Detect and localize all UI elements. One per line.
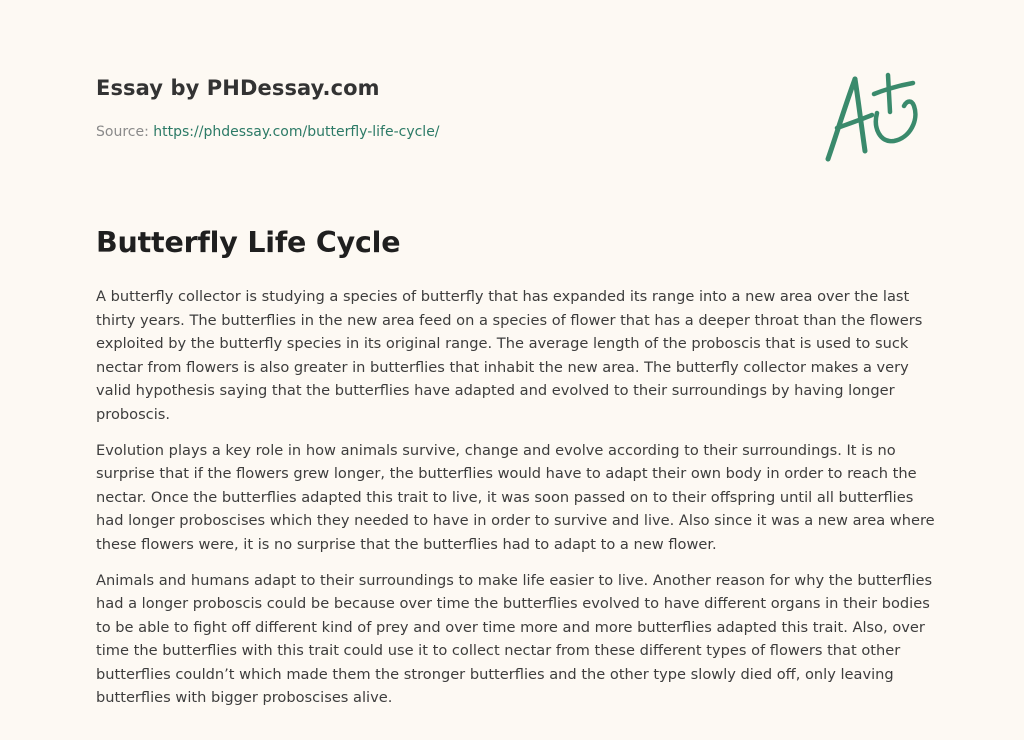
essay-paragraph-3: Animals and humans adapt to their surroundings to make life easier to live. Another reason for why the butterflies had a longer proboscis could be because over time the butterflies evolved to have different organs in their bodies to be able to fight off different kind of prey and over time more and more butterflies adapted this trait. Also, over time the butterflies with this trait could use it to collect nectar from these different types of flowers that other butterflies couldn’t which made them the stronger butterflies and the other type slowly died off, only leaving butterflies with bigger proboscises alive.: [96, 571, 933, 706]
essay-title: Butterfly Life Cycle: [96, 226, 401, 259]
source-line: [96, 124, 440, 140]
site-title: Essay by PHDessay.com: [96, 76, 380, 100]
essay-paragraph-1: A butterfly collector is studying a species of butterfly that has expanded its range into a new area over the last thirty years. The butterflies in the new area feed on a species of flower that has a deeper throat than the flowers exploited by the butterfly species in its original range. The average length of the proboscis that is used to suck nectar from flowers is also greater in butterflies that inhabit the new area. The butterfly collector makes a very valid hypothesis saying that the butterflies have adapted and evolved to their surroundings by having longer proboscis.: [96, 288, 923, 423]
essay-paragraph-2: Evolution plays a key role in how animals survive, change and evolve according to their surroundings. It is no surprise that if the flowers grew longer, the butterflies would have to adapt their own body in order to reach the nectar. Once the butterflies adapted this trait to live, it was soon passed on to their offspring until all butterflies had longer proboscises which they needed to have in order to survive and live. Also since it was a new area where these flowers were, it is no surprise that the butterflies had to adapt to a new flower.: [96, 441, 935, 553]
essay-body: [96, 285, 941, 722]
source-label: Source:: [96, 124, 149, 140]
a-plus-grade-icon: [818, 68, 930, 168]
source-link[interactable]: https://phdessay.com/butterfly-life-cycle/: [153, 124, 440, 140]
